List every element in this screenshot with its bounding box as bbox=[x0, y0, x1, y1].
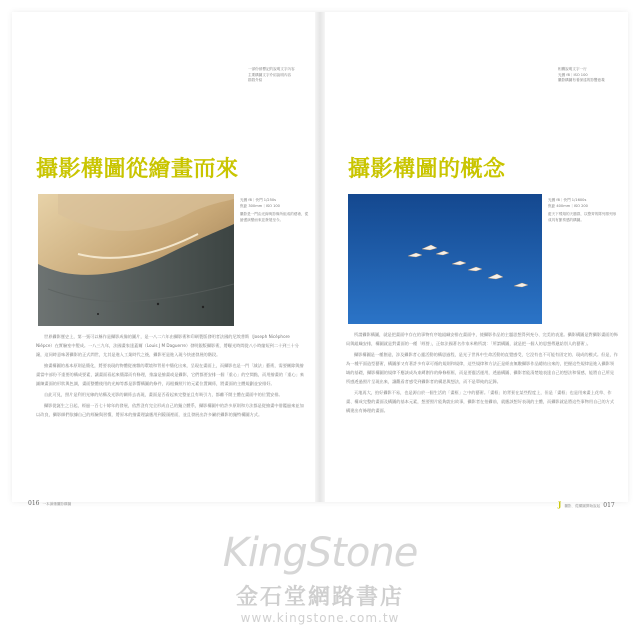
desert-photo-image bbox=[38, 194, 234, 326]
left-page bbox=[18, 12, 314, 507]
watermark-chinese-name: 金石堂網路書店 bbox=[235, 584, 404, 610]
watermark bbox=[0, 530, 640, 625]
watermark-url: www.kingstone.com.tw bbox=[240, 611, 400, 625]
paragraph: 繪畫構圖的基本原則是簡化，將要表現的物體從複雜的環境和背景中簡化出來，呈現在畫面上，而攝影也是一門「減法」藝術，需要刪除與繪畫當中部份不重要的構成要素，讓畫面看起來簡潔而有條理，推論是繪畫或是攝影，它們都要安排一個「重心」的空間點，而用繪畫的「重心」來鋪陳畫面的形狀與色調，畫面整體使用的光線等都是影響構圖的條件，再根據照片的元素位置關係，將畫面的主體規劃並安排好。 bbox=[36, 363, 305, 386]
left-body-text bbox=[36, 332, 306, 421]
caption-line: 描寫介紹 bbox=[248, 78, 263, 82]
section-name: 一本讀懂攝影構圖 bbox=[42, 502, 72, 506]
caption-line: 主要構圖文字介紹說明內容 bbox=[248, 72, 292, 77]
paragraph: 世界攝影歷史上，第一張可以稱作是攝影成像的圖片，是一八二六年由攝影術和印刷製版發明者法國的尼埃普斯（Joseph Nicéphore Niépce）在實驗室中製成。一八三九年，法國畫家達蓋爾（Louis J M Daguerre）發明銀版攝影術，將曝光時間從八小時縮短到二十到三十分鐘，這同時意味著攝影的正式問世，尤其是進入工業時代之後，攝影更是進入現今快速發展的階段。 bbox=[36, 334, 299, 357]
swans-photo-image bbox=[348, 194, 542, 324]
right-folio bbox=[558, 500, 615, 509]
caption-line: 攝影是一門由光線與影像所組成的藝術，從繪畫演變而來並發展至今。 bbox=[240, 212, 309, 222]
caption-line: 焦距 300mm｜ISO 100 bbox=[240, 203, 280, 208]
paragraph: 自此可見，照片是利用光線的結構及光影的關係去表現，畫面是否看起來完整並且有吸引力，都離不開主體在畫面中的位置安排。 bbox=[44, 392, 283, 397]
caption-line: 藍天下飛翔的天鵝群，以整齊的隊列排列形成具有節奏感的構圖。 bbox=[548, 212, 617, 222]
paragraph: 所謂攝影構圖，就是把畫面中存在的事物有序地組織安排在畫面中，使攝影作品的主題思想得到充分、完美的表達。攝影構圖是對攝影畫面的佈局與組織安排，構圖就是對畫面的一種「經營」，正如法國著名作家米勒所說：「所謂構圖，就是把一個人的思想傳遞給別人的藝術」。 bbox=[346, 332, 618, 346]
caption-line: 光圈 f8｜快門 1/250s bbox=[240, 198, 277, 202]
caption-line: 光圈 f8｜ISO 100 bbox=[558, 72, 588, 77]
left-page-title: 攝影構圖從繪畫而來 bbox=[36, 156, 239, 182]
caption-line: 一部份被標記的說明文字內容 bbox=[248, 67, 295, 71]
left-photo-caption bbox=[240, 198, 310, 223]
watermark-logo: KingStone bbox=[222, 530, 418, 576]
right-photo-caption bbox=[548, 198, 618, 223]
left-folio bbox=[28, 500, 74, 507]
accent-mark: J bbox=[558, 500, 562, 509]
paragraph: 天地再大，拍好攝影不易，也是源自於一個生活的「畫框」之中的藝術。「畫框」的背景在某些程度上，但是「畫框」也是用來畫上花草、作畫、構成完整的畫面及構圖的基本元素，想要照片能夠說出故事，攝影者在拍攝前，就應該想好表現的主體，而攝影就是將這些事物用自己的方式構建出有條理的畫面。 bbox=[346, 390, 615, 413]
right-body-text bbox=[346, 330, 618, 417]
desert-photo bbox=[38, 194, 234, 326]
swans-photo bbox=[348, 194, 542, 324]
caption-line: 攝影構圖有著深遠的影響意義 bbox=[558, 78, 605, 82]
right-top-caption bbox=[558, 67, 618, 84]
right-page-title: 攝影構圖的概念 bbox=[348, 156, 506, 182]
book-spread bbox=[12, 12, 628, 509]
paragraph: 攝影從誕生之日起，經過一百七十餘年的發展，依然沒有完全形成自己的獨立體系，攝影構圖中的許多原則和方法都是從繪畫中借鑑過來並加以改良，攝影師們依據自己的經驗與習慣，將原本的繪畫理論應用到鏡頭裡面，並且發展出許多屬於攝影的獨特構圖方式。 bbox=[36, 403, 304, 417]
left-top-caption bbox=[248, 67, 308, 84]
page-number: 016 bbox=[28, 500, 40, 507]
caption-line: 光圈 f8｜快門 1/1600s bbox=[548, 198, 587, 202]
page-number: 017 bbox=[603, 502, 615, 509]
section-name: 攝影．從構圖開始說起 bbox=[564, 504, 601, 508]
caption-line: 相關說明文字一行 bbox=[558, 67, 587, 71]
book-gutter bbox=[315, 12, 325, 502]
paragraph: 攝影構圖是一種創造，涉及攝影者心靈活動的構思過程，是光子世界中生命活動的直覺感受，它沒有也不可能有固定的、現成的模式。但是，作為一種平面造型藝術，構圖卻又有著許多有章可循的規則和規律，這些規律和方法正是經由無數攝影作品總結出來的，把握這些規律是進入攝影領域的基礎，攝影構圖的規律不應該成為束縛創作的條條框框，而是要靈活運用，透過構圖、攝影者能清楚地表達自己的想法和情感，能將自己所見所感透過照片呈現出來，讓觀看者感受到攝影者的構思與想法，而不是單純的記錄。 bbox=[346, 352, 618, 384]
right-page bbox=[328, 12, 624, 509]
caption-line: 焦距 400mm｜ISO 200 bbox=[548, 203, 588, 208]
